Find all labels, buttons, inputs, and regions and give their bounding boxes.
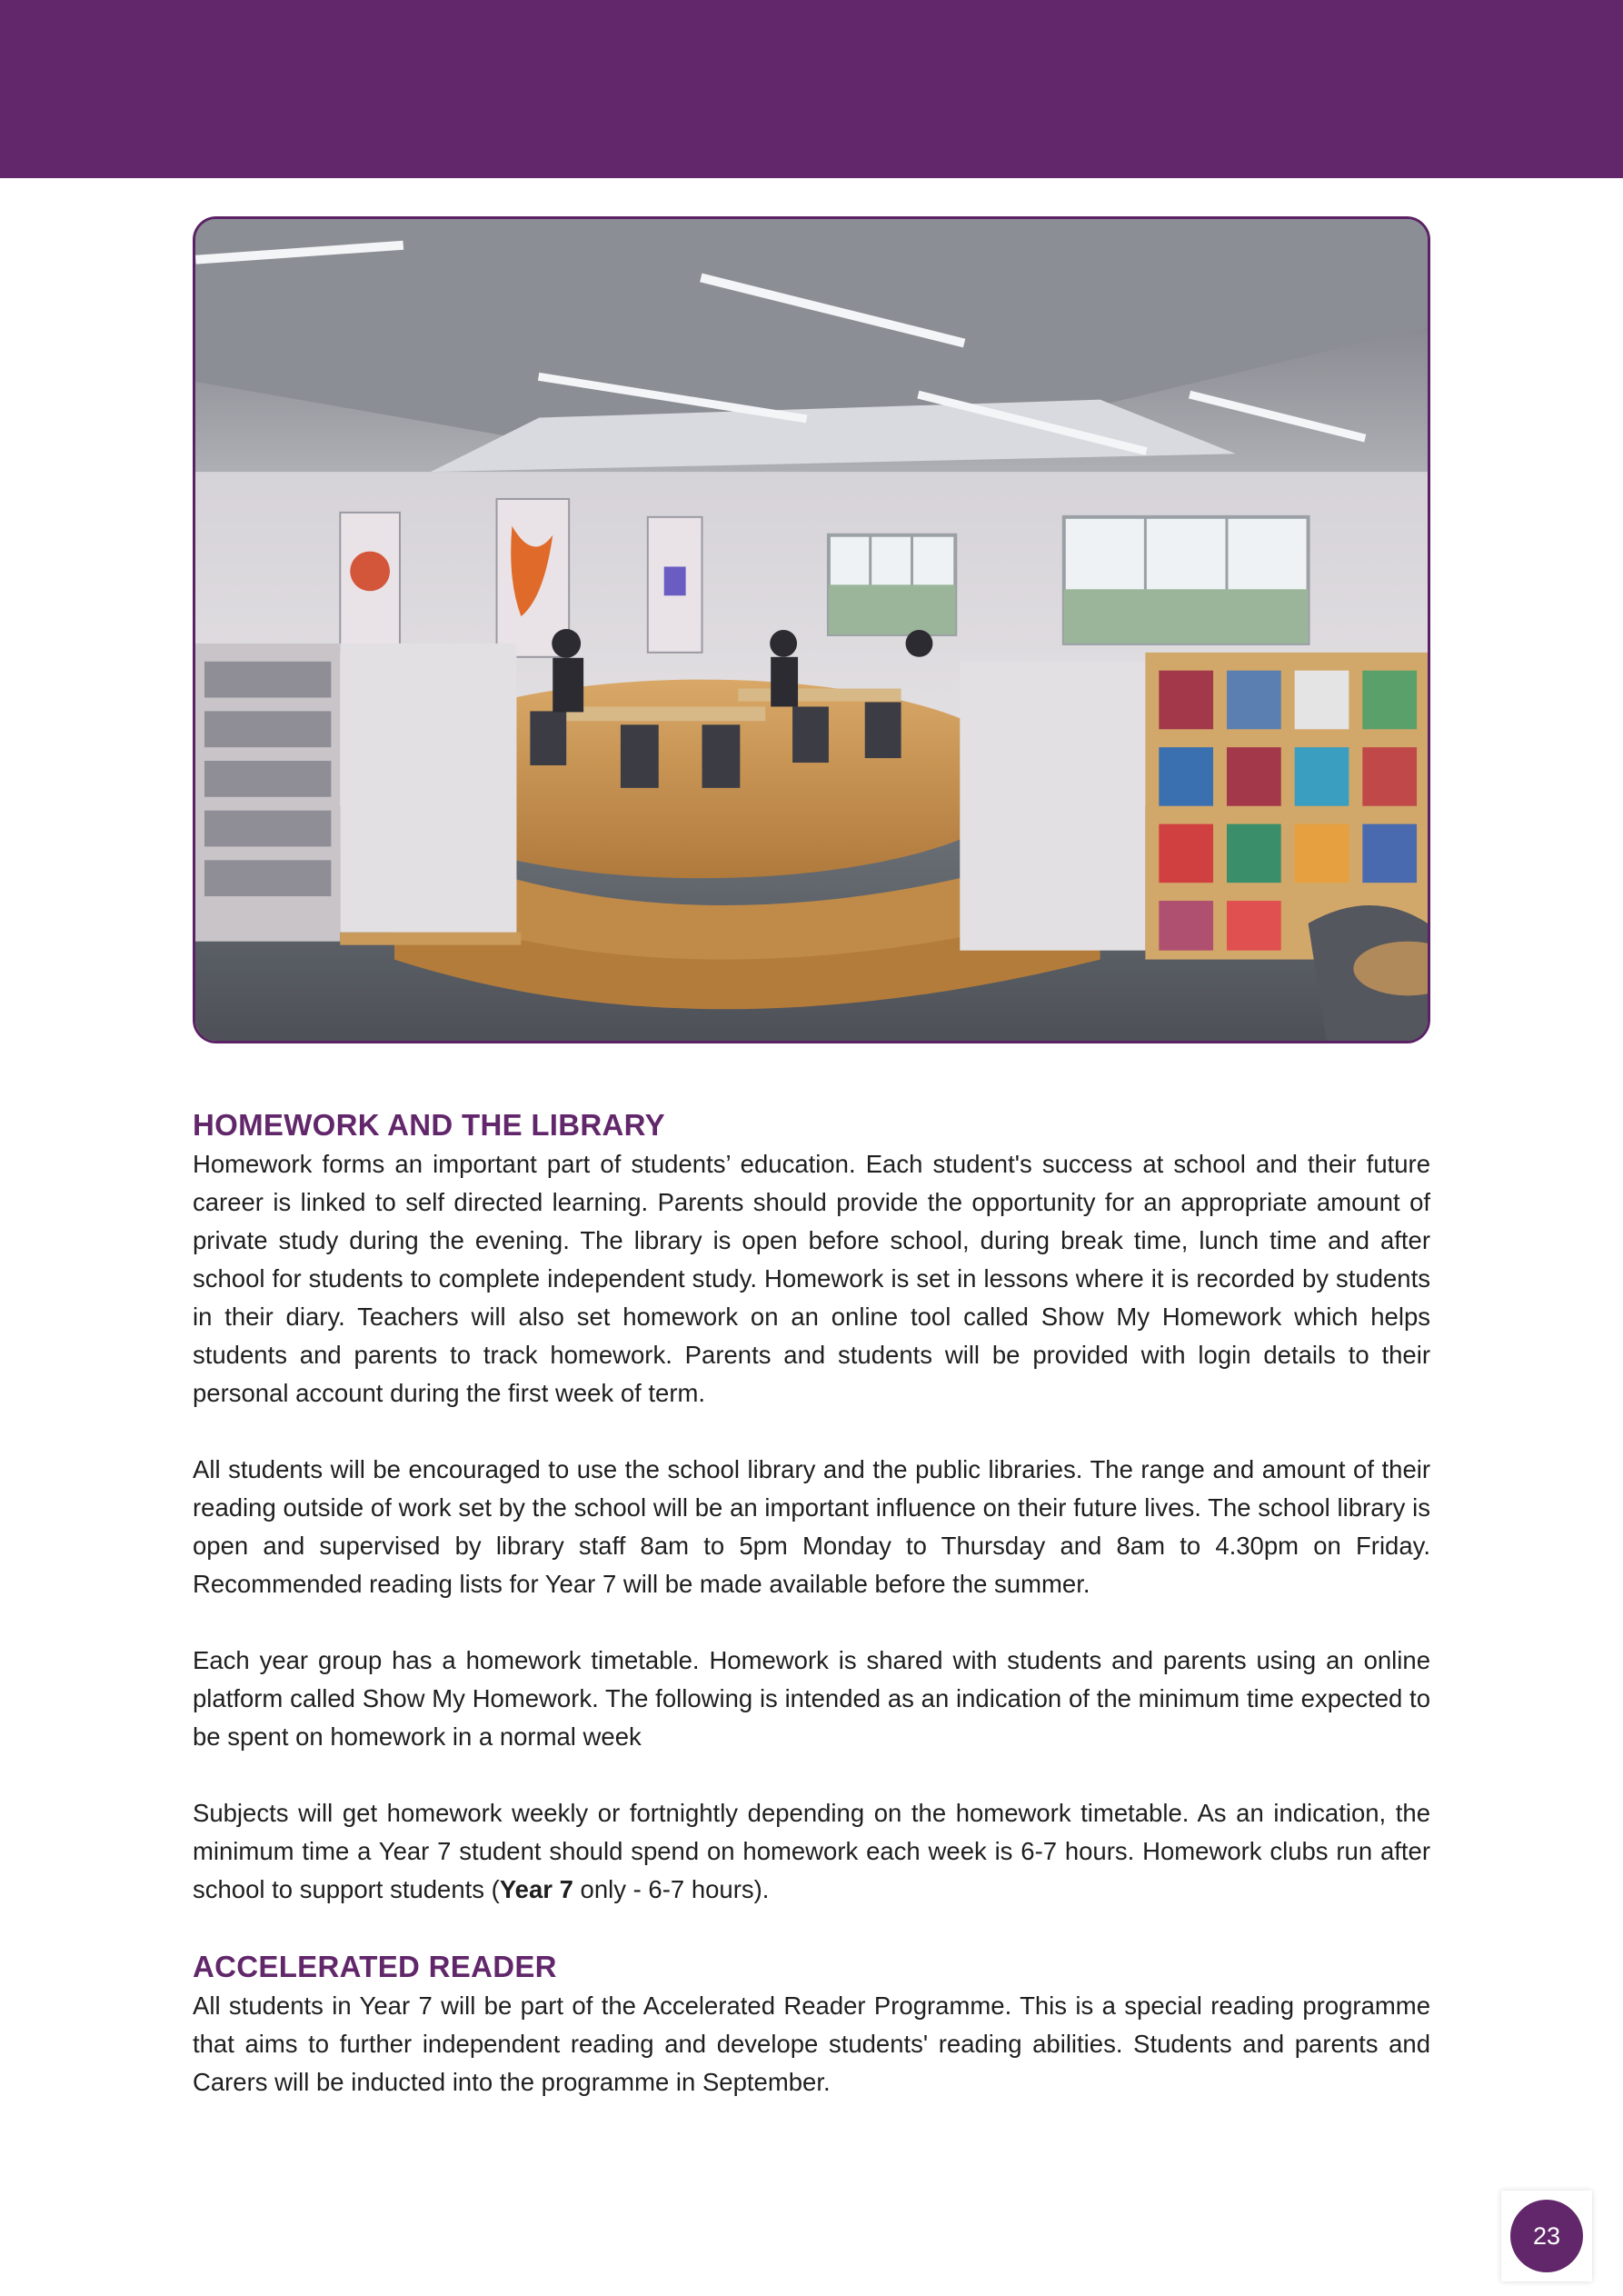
section-heading: ACCELERATED READER: [193, 1950, 557, 1983]
library-illustration: [195, 219, 1428, 1041]
text: Subjects will get homework weekly or fortnightly depending on the homework timetable. As an indication, the minimum time a Year 7 student should spend on homework each week is 6-7 hours. Homework clubs run after school to support students (: [193, 1799, 1430, 1903]
library-photo: [193, 216, 1430, 1043]
paragraph: [193, 1794, 1430, 1909]
paragraph: Homework forms an important part of students’ education. Each student's success at school and their future career is linked to self directed learning. Parents should provide the opportunity for an appropriate amount of private study during the evening. The library is open before school, during break time, lunch time and after school for students to complete independent study. Homework is set in lessons where it is recorded by students in their diary. Teachers will also set homework on an online tool called Show My Homework which helps students and parents to track homework. Parents and students will be provided with login details to their personal account during the first week of term.: [193, 1150, 1430, 1407]
header-band: [0, 0, 1623, 178]
main-content: [193, 1105, 1430, 2101]
page-number: 23: [1510, 2200, 1583, 2272]
accelerated-reader-section: [193, 1947, 1430, 2101]
text: only - 6-7 hours).: [573, 1875, 770, 1903]
section-heading: HOMEWORK AND THE LIBRARY: [193, 1108, 665, 1142]
page-number-badge: [1501, 2191, 1592, 2281]
paragraph: All students in Year 7 will be part of the Accelerated Reader Programme. This is a special reading programme that aims to further independent reading and develope students' reading abilities. Students and parents and Carers will be inducted into the programme in September.: [193, 1992, 1430, 2096]
paragraph: All students will be encouraged to use the school library and the public libraries. The range and amount of their reading outside of work set by the school will be an important influence on their future lives. The school library is open and supervised by library staff 8am to 5pm Monday to Thursday and 8am to 4.30pm on Friday. Recommended reading lists for Year 7 will be made available before the summer.: [193, 1455, 1430, 1598]
bold-text: Year 7: [499, 1875, 573, 1903]
paragraph: Each year group has a homework timetable. Homework is shared with students and parents using an online platform called Show My Homework. The following is intended as an indication of the minimum time expected to be spent on homework in a normal week: [193, 1646, 1430, 1751]
homework-library-section: [193, 1105, 1430, 1909]
